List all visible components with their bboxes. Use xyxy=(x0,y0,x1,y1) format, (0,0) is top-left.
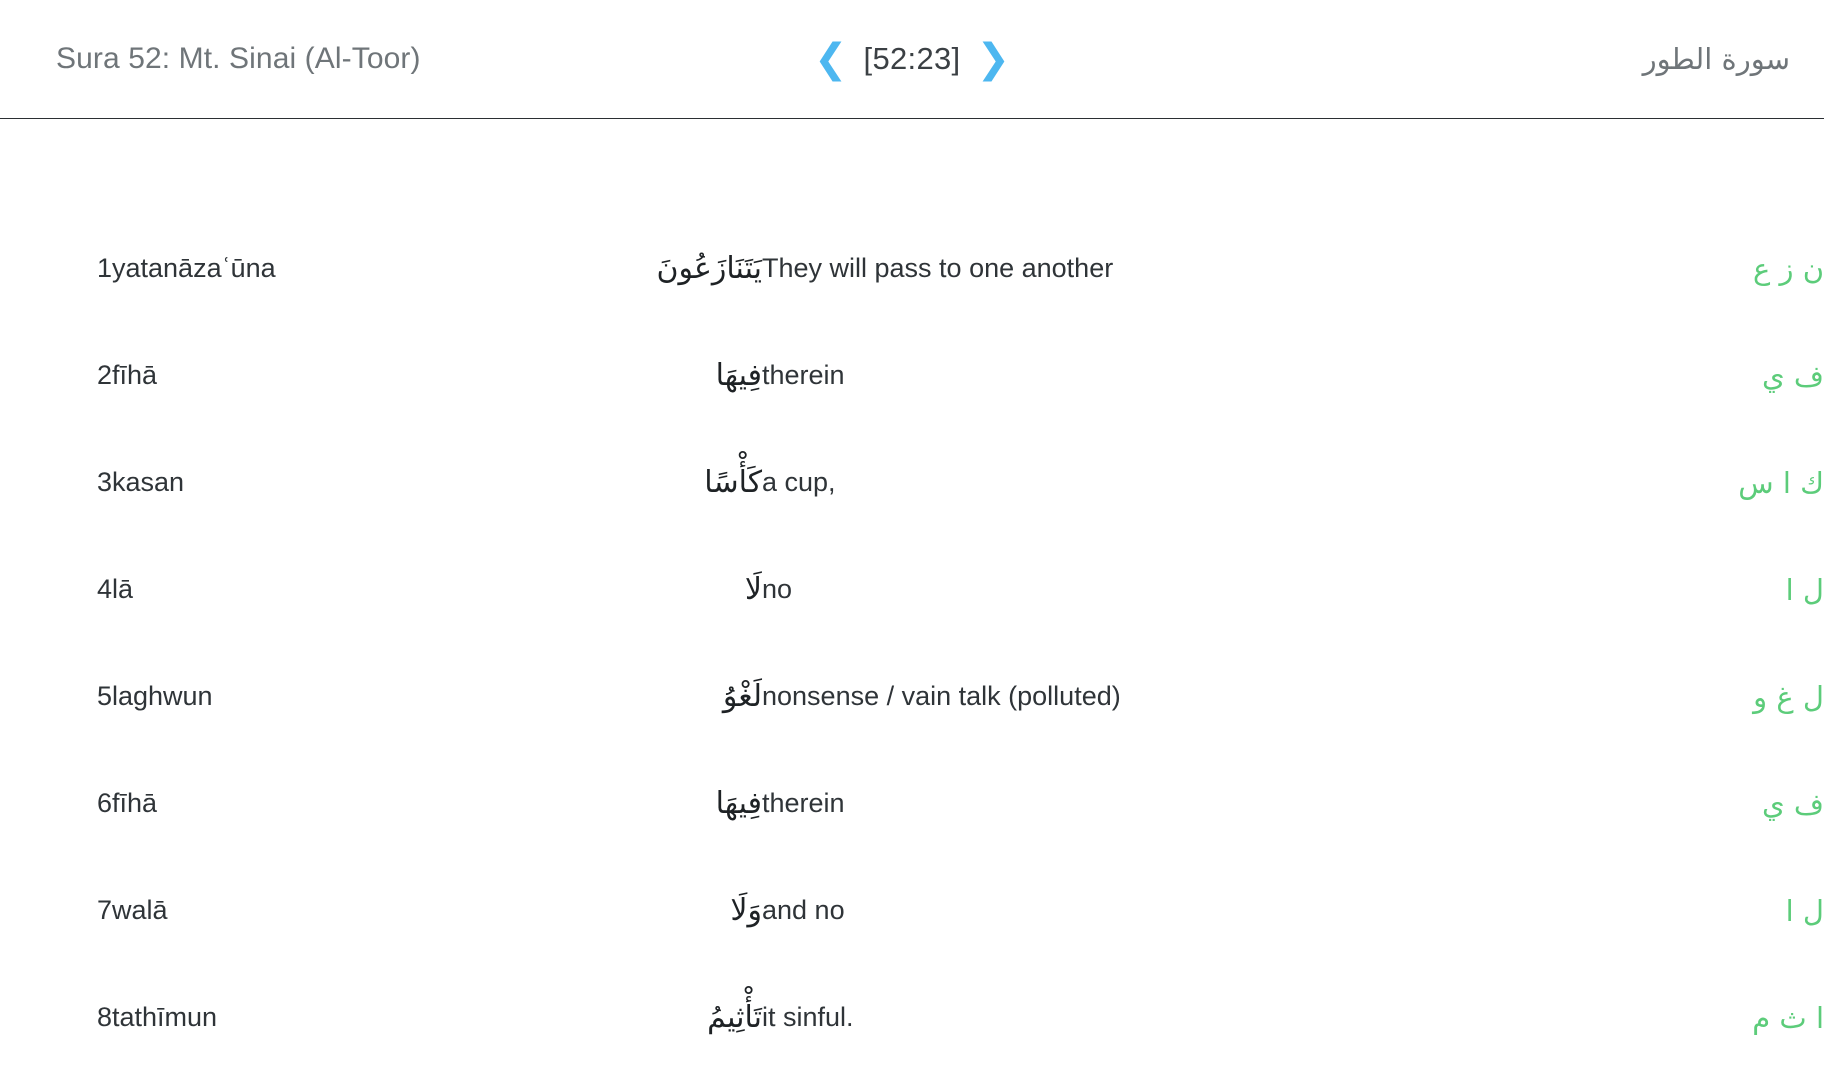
word-transliteration: fīhā xyxy=(112,788,158,818)
word-index: 4 xyxy=(96,574,112,604)
word-root[interactable]: ل ا xyxy=(1785,572,1824,607)
chevron-right-icon[interactable]: ❯ xyxy=(976,36,1010,82)
page-header xyxy=(0,0,1824,118)
table-row xyxy=(0,536,1824,643)
word-arabic[interactable]: كَأْسًا xyxy=(704,465,762,500)
chevron-left-icon[interactable]: ❮ xyxy=(814,36,848,82)
word-meaning: it sinful. xyxy=(762,1002,854,1032)
word-root[interactable]: ف ي xyxy=(1762,358,1824,393)
word-root[interactable]: ل ا xyxy=(1785,893,1824,928)
word-meaning: nonsense / vain talk (polluted) xyxy=(762,681,1121,711)
word-meaning: and no xyxy=(762,895,845,925)
word-index: 8 xyxy=(96,1002,112,1032)
word-transliteration: walā xyxy=(112,895,168,925)
word-arabic[interactable]: فِيهَا xyxy=(715,358,762,393)
word-transliteration: tathīmun xyxy=(112,1002,218,1032)
table-row xyxy=(0,215,1824,322)
word-transliteration: yatanāzaʿūna xyxy=(112,253,276,283)
word-index: 5 xyxy=(96,681,112,711)
sura-title-arabic: سورة الطور xyxy=(1642,42,1790,76)
sura-title: Sura 52: Mt. Sinai (Al-Toor) xyxy=(56,42,421,75)
word-by-word-table xyxy=(0,215,1824,1071)
word-root[interactable]: ك ا س xyxy=(1738,465,1824,500)
word-root[interactable]: ا ث م xyxy=(1752,1000,1824,1035)
word-arabic[interactable]: لَا xyxy=(744,572,762,607)
word-table-body xyxy=(0,215,1824,1071)
table-row xyxy=(0,322,1824,429)
table-row xyxy=(0,429,1824,536)
word-transliteration: fīhā xyxy=(112,360,158,390)
word-arabic[interactable]: فِيهَا xyxy=(715,786,762,821)
word-index: 3 xyxy=(96,467,112,497)
word-root[interactable]: ل غ و xyxy=(1753,679,1824,714)
word-meaning: no xyxy=(762,574,793,604)
word-arabic[interactable]: لَغْوُُ xyxy=(722,679,762,714)
word-meaning: They will pass to one another xyxy=(762,253,1114,283)
word-transliteration: lā xyxy=(112,574,134,604)
word-meaning: a cup, xyxy=(762,467,836,497)
table-row xyxy=(0,857,1824,964)
verse-reference: [52:23] xyxy=(863,41,961,76)
table-row xyxy=(0,964,1824,1071)
header-divider xyxy=(0,118,1824,119)
word-meaning: therein xyxy=(762,788,845,818)
table-row xyxy=(0,643,1824,750)
word-index: 6 xyxy=(96,788,112,818)
word-index: 7 xyxy=(96,895,112,925)
word-index: 2 xyxy=(96,360,112,390)
word-transliteration: laghwun xyxy=(112,681,213,711)
word-transliteration: kasan xyxy=(112,467,185,497)
word-meaning: therein xyxy=(762,360,845,390)
word-arabic[interactable]: وَلَا xyxy=(730,893,762,928)
word-root[interactable]: ن ز ع xyxy=(1752,251,1824,286)
word-index: 1 xyxy=(96,253,112,283)
word-arabic[interactable]: تَأْثِيمُ xyxy=(707,1000,762,1035)
word-arabic[interactable]: يَتَنَازَعُونَ xyxy=(656,251,762,286)
table-row xyxy=(0,750,1824,857)
word-root[interactable]: ف ي xyxy=(1762,786,1824,821)
